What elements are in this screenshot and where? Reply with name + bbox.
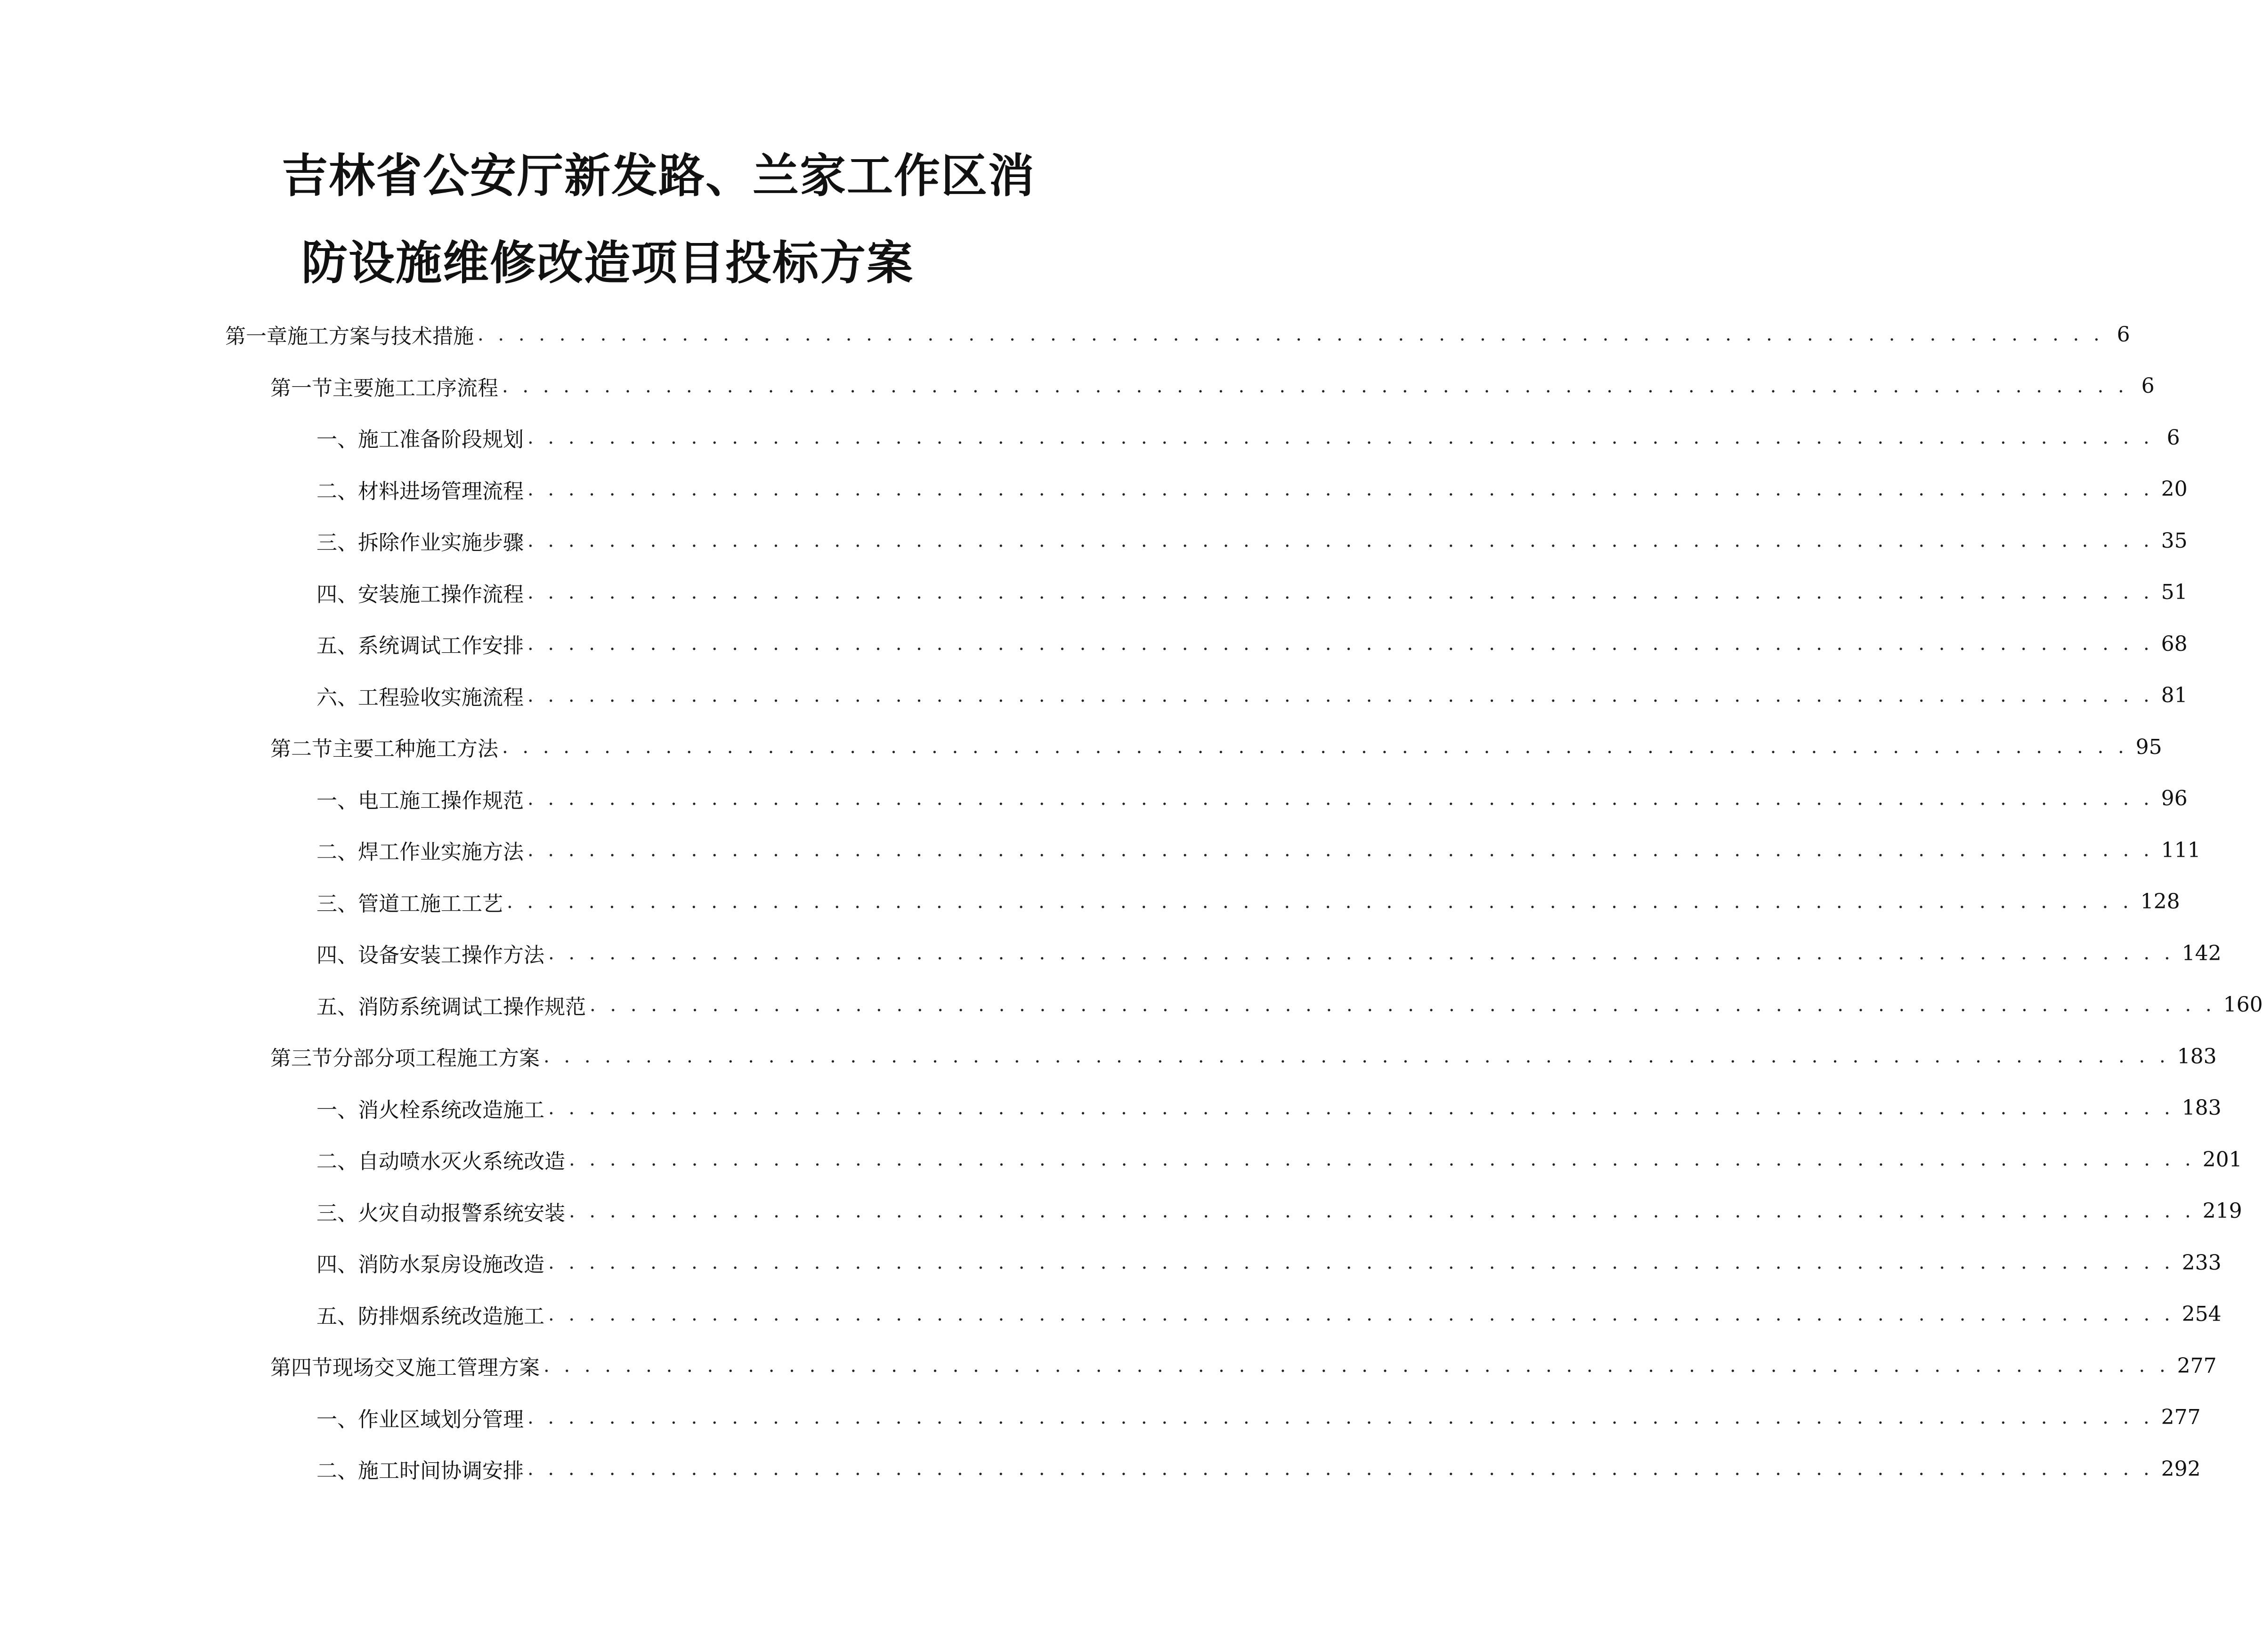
toc-entry-page-number: 183 [2177,1044,2217,1069]
toc-dot-leader: . . . . . . . . . . . . . . . . . . . . . . . . . . . . . . . . . . . . . . . . . . . . . . . . . . . . . . . . . . . . . . . . . . . . . . . . . . . . . . . . [569,1149,2195,1170]
toc-dot-leader: . . . . . . . . . . . . . . . . . . . . . . . . . . . . . . . . . . . . . . . . . . . . . . . . . . . . . . . . . . . . . . . . . . . . . . . . . . . . . . . . [527,530,2154,551]
toc-dot-leader: . . . . . . . . . . . . . . . . . . . . . . . . . . . . . . . . . . . . . . . . . . . . . . . . . . . . . . . . . . . . . . . . . . . . . . . . . . . . . . . . [527,478,2154,500]
toc-entry-number: 五、 [316,995,358,1019]
toc-dot-leader: . . . . . . . . . . . . . . . . . . . . . . . . . . . . . . . . . . . . . . . . . . . . . . . . . . . . . . . . . . . . . . . . . . . . . . . . . . . . . . . . [527,1458,2154,1480]
toc-entry-label: 自动喷水灭火系统改造 [358,1150,565,1174]
toc-entry-label: 材料进场管理流程 [358,479,524,503]
toc-entry-page-number: 160 [2223,993,2263,1017]
toc-entry-page-number: 6 [2166,425,2180,450]
toc-entry-number: 第一节 [270,376,333,400]
toc-entry-page-number: 68 [2161,632,2188,656]
toc-entry-page-number: 81 [2161,683,2188,707]
toc-dot-leader: . . . . . . . . . . . . . . . . . . . . . . . . . . . . . . . . . . . . . . . . . . . . . . . . . . . . . . . . . . . . . . . . . . . . . . . . . . . . . . . . [478,324,2104,345]
toc-entry-page-number: 233 [2182,1250,2222,1275]
toc-entry-label: 消火栓系统改造施工 [358,1098,544,1122]
toc-entry-page-number: 201 [2202,1147,2242,1172]
toc-entry-label: 管道工施工工艺 [358,891,503,916]
toc-entry[interactable] [316,681,2188,710]
toc-entry-page-number: 95 [2135,735,2162,759]
toc-entry-number: 一、 [316,1098,358,1122]
toc-entry-number: 四、 [316,1253,358,1277]
toc-entry-label: 火灾自动报警系统安装 [358,1201,565,1225]
toc-entry-label: 系统调试工作安排 [358,634,524,658]
toc-entry-page-number: 277 [2161,1405,2201,1429]
toc-dot-leader: . . . . . . . . . . . . . . . . . . . . . . . . . . . . . . . . . . . . . . . . . . . . . . . . . . . . . . . . . . . . . . . . . . . . . . . . . . . . . . . . [569,1200,2195,1222]
toc-entry-page-number: 219 [2202,1199,2242,1223]
toc-dot-leader: . . . . . . . . . . . . . . . . . . . . . . . . . . . . . . . . . . . . . . . . . . . . . . . . . . . . . . . . . . . . . . . . . . . . . . . . . . . . . . . . [502,375,2128,397]
toc-entry[interactable] [316,1197,2242,1225]
toc-entry-label: 作业区域划分管理 [358,1407,524,1432]
document-title-line-2: 防设施维修改造项目投标方案 [301,236,914,290]
toc-entry[interactable] [316,785,2188,813]
toc-entry-number: 一、 [316,788,358,813]
toc-entry-page-number: 51 [2161,580,2188,604]
toc-dot-leader: . . . . . . . . . . . . . . . . . . . . . . . . . . . . . . . . . . . . . . . . . . . . . . . . . . . . . . . . . . . . . . . . . . . . . . . . . . . . . . . . [507,891,2133,913]
toc-entry-page-number: 6 [2141,374,2155,398]
toc-entry-number: 第二节 [270,737,333,761]
toc-dot-leader: . . . . . . . . . . . . . . . . . . . . . . . . . . . . . . . . . . . . . . . . . . . . . . . . . . . . . . . . . . . . . . . . . . . . . . . . . . . . . . . . [548,1252,2174,1273]
toc-entry-number: 第三节 [270,1046,333,1070]
toc-entry-number: 五、 [316,1304,358,1328]
toc-entry[interactable] [316,1300,2222,1328]
toc-entry-label: 电工施工操作规范 [358,788,524,813]
toc-entry-page-number: 96 [2161,786,2188,810]
toc-entry-number: 第一章 [225,324,287,348]
toc-entry[interactable] [270,1042,2217,1070]
toc-entry-number: 一、 [316,428,358,452]
toc-dot-leader: . . . . . . . . . . . . . . . . . . . . . . . . . . . . . . . . . . . . . . . . . . . . . . . . . . . . . . . . . . . . . . . . . . . . . . . . . . . . . . . . [527,684,2154,706]
toc-entry-number: 三、 [316,1201,358,1225]
toc-entry[interactable] [270,733,2162,761]
toc-entry-page-number: 6 [2117,322,2130,347]
toc-entry[interactable] [316,1145,2242,1174]
toc-entry-label: 主要施工工序流程 [333,376,498,400]
toc-entry-label: 焊工作业实施方法 [358,840,524,864]
toc-entry-number: 二、 [316,1150,358,1174]
toc-entry[interactable] [316,1455,2201,1483]
toc-entry[interactable] [316,578,2188,607]
toc-entry[interactable] [316,423,2180,452]
toc-dot-leader: . . . . . . . . . . . . . . . . . . . . . . . . . . . . . . . . . . . . . . . . . . . . . . . . . . . . . . . . . . . . . . . . . . . . . . . . . . . . . . . . [527,787,2154,810]
toc-dot-leader: . . . . . . . . . . . . . . . . . . . . . . . . . . . . . . . . . . . . . . . . . . . . . . . . . . . . . . . . . . . . . . . . . . . . . . . . . . . . . . . . [548,1303,2174,1325]
toc-entry-number: 三、 [316,891,358,916]
toc-entry-label: 消防水泵房设施改造 [358,1253,544,1277]
toc-entry-page-number: 20 [2161,477,2188,501]
toc-entry[interactable] [225,320,2130,348]
toc-entry[interactable] [316,1094,2222,1122]
toc-entry-number: 三、 [316,531,358,555]
toc-entry[interactable] [316,630,2188,658]
toc-entry-number: 四、 [316,582,358,607]
toc-dot-leader: . . . . . . . . . . . . . . . . . . . . . . . . . . . . . . . . . . . . . . . . . . . . . . . . . . . . . . . . . . . . . . . . . . . . . . . . . . . . . . . . [527,839,2154,861]
toc-entry-number: 二、 [316,1459,358,1483]
toc-entry-label: 分部分项工程施工方案 [333,1046,540,1070]
toc-entry-label: 施工方案与技术措施 [287,324,474,348]
toc-entry[interactable] [316,888,2180,916]
toc-entry-label: 施工准备阶段规划 [358,428,524,452]
toc-dot-leader: . . . . . . . . . . . . . . . . . . . . . . . . . . . . . . . . . . . . . . . . . . . . . . . . . . . . . . . . . . . . . . . . . . . . . . . . . . . . . . . . [502,736,2128,758]
toc-entry-number: 一、 [316,1407,358,1432]
toc-entry-page-number: 142 [2182,941,2222,965]
toc-entry-number: 六、 [316,685,358,710]
toc-entry-label: 设备安装工操作方法 [358,943,544,967]
toc-dot-leader: . . . . . . . . . . . . . . . . . . . . . . . . . . . . . . . . . . . . . . . . . . . . . . . . . . . . . . . . . . . . . . . . . . . . . . . . . . . . . . . . [543,1355,2170,1377]
toc-entry-page-number: 277 [2177,1353,2217,1378]
toc-entry-page-number: 254 [2182,1302,2222,1326]
toc-entry-label: 现场交叉施工管理方案 [333,1356,540,1380]
toc-entry-label: 工程验收实施流程 [358,685,524,710]
toc-dot-leader: . . . . . . . . . . . . . . . . . . . . . . . . . . . . . . . . . . . . . . . . . . . . . . . . . . . . . . . . . . . . . . . . . . . . . . . . . . . . . . . . [548,1097,2174,1119]
toc-entry-label: 安装施工操作流程 [358,582,524,607]
toc-entry[interactable] [316,939,2222,967]
toc-entry-number: 二、 [316,479,358,503]
toc-entry[interactable] [270,372,2155,400]
toc-entry[interactable] [316,991,2263,1019]
toc-entry[interactable] [270,1352,2217,1380]
toc-entry-label: 消防系统调试工操作规范 [358,995,586,1019]
toc-entry-label: 施工时间协调安排 [358,1459,524,1483]
toc-entry-page-number: 35 [2161,528,2188,553]
toc-entry[interactable] [316,1248,2222,1277]
toc-dot-leader: . . . . . . . . . . . . . . . . . . . . . . . . . . . . . . . . . . . . . . . . . . . . . . . . . . . . . . . . . . . . . . . . . . . . . . . . . . . . . . . . [527,581,2154,603]
toc-dot-leader: . . . . . . . . . . . . . . . . . . . . . . . . . . . . . . . . . . . . . . . . . . . . . . . . . . . . . . . . . . . . . . . . . . . . . . . . . . . . . . . . [527,427,2154,448]
toc-entry-page-number: 128 [2140,890,2180,914]
toc-entry-number: 四、 [316,943,358,967]
document-title-line-1: 吉林省公安厅新发路、兰家工作区消 [282,149,1036,203]
toc-entry[interactable] [316,475,2188,503]
toc-dot-leader: . . . . . . . . . . . . . . . . . . . . . . . . . . . . . . . . . . . . . . . . . . . . . . . . . . . . . . . . . . . . . . . . . . . . . . . . . . . . . . . . [590,994,2216,1016]
toc-entry-page-number: 292 [2161,1457,2201,1481]
toc-entry[interactable] [316,836,2201,864]
toc-entry-number: 第四节 [270,1356,333,1380]
toc-dot-leader: . . . . . . . . . . . . . . . . . . . . . . . . . . . . . . . . . . . . . . . . . . . . . . . . . . . . . . . . . . . . . . . . . . . . . . . . . . . . . . . . [543,1045,2170,1067]
toc-entry-label: 防排烟系统改造施工 [358,1304,544,1328]
toc-entry[interactable] [316,526,2188,555]
toc-entry-label: 拆除作业实施步骤 [358,531,524,555]
toc-entry-label: 主要工种施工方法 [333,737,498,761]
toc-dot-leader: . . . . . . . . . . . . . . . . . . . . . . . . . . . . . . . . . . . . . . . . . . . . . . . . . . . . . . . . . . . . . . . . . . . . . . . . . . . . . . . . [527,633,2154,655]
toc-entry-number: 二、 [316,840,358,864]
toc-entry-number: 五、 [316,634,358,658]
toc-entry[interactable] [316,1403,2201,1432]
toc-dot-leader: . . . . . . . . . . . . . . . . . . . . . . . . . . . . . . . . . . . . . . . . . . . . . . . . . . . . . . . . . . . . . . . . . . . . . . . . . . . . . . . . [527,1406,2154,1428]
toc-entry-page-number: 183 [2182,1096,2222,1120]
toc-dot-leader: . . . . . . . . . . . . . . . . . . . . . . . . . . . . . . . . . . . . . . . . . . . . . . . . . . . . . . . . . . . . . . . . . . . . . . . . . . . . . . . . [548,942,2174,964]
toc-entry-page-number: 111 [2161,838,2201,862]
